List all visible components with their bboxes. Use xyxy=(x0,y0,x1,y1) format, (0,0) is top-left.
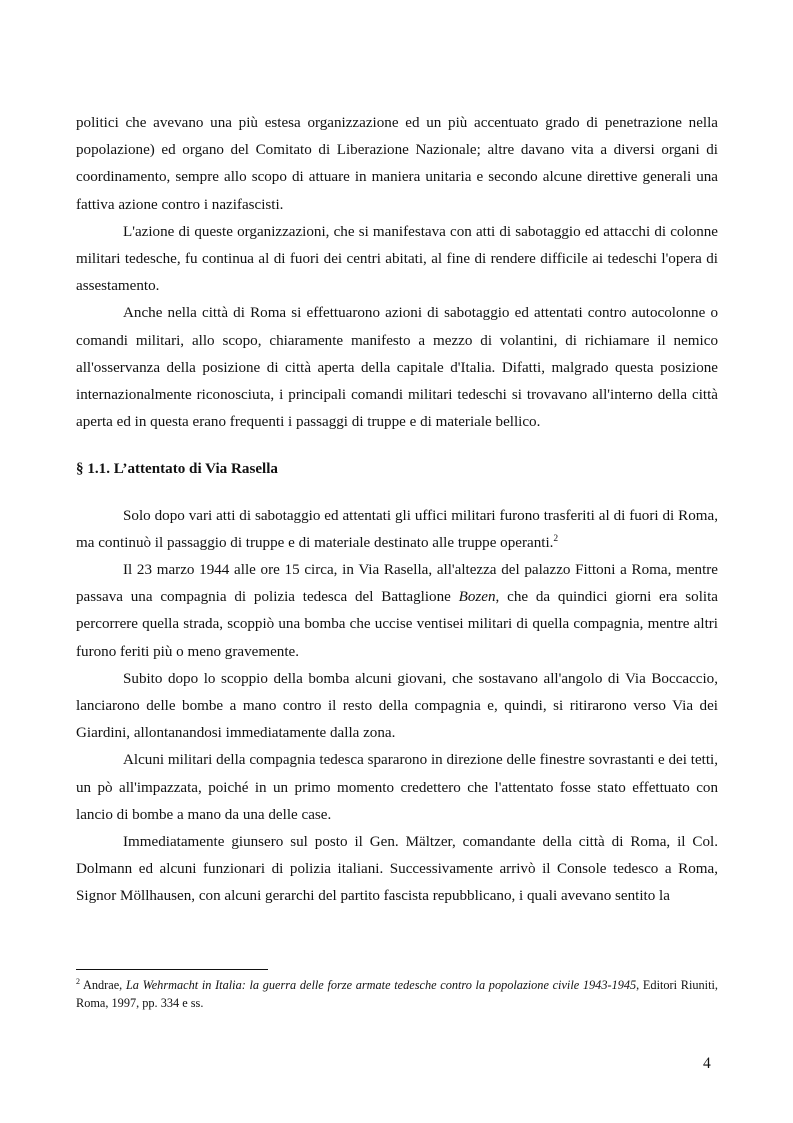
paragraph-5-text-a: Il 23 marzo 1944 alle ore 15 circa, in Via Rasella, all'altezza del palazzo Fittoni a Roma, mentre passava una compagnia di polizia tedesca del Battaglione xyxy=(76,562,718,606)
footnote-rest: , Editori Riuniti, Roma, 1997, pp. 334 e ss. xyxy=(76,978,718,1010)
footnote-divider xyxy=(76,969,268,970)
footnote xyxy=(76,976,718,1012)
footnote-title: La Wehrmacht in Italia: la guerra delle forze armate tedesche contro la popolazione civile 1943-1945 xyxy=(125,978,637,992)
footnote-ref: 2 xyxy=(553,533,559,544)
body-text xyxy=(76,110,718,911)
paragraph-8: Immediatamente giunsero sul posto il Gen. Mältzer, comandante della città di Roma, il Col. Dolmann ed alcuni funzionari di polizia italiani. Successivamente arrivò il Console tedesco a Roma, Signor Möllhausen, con alcuni gerarchi del partito fascista repubblicano, i quali avevano sentito la xyxy=(76,834,718,905)
paragraph-2: L'azione di queste organizzazioni, che si manifestava con atti di sabotaggio ed attacchi di colonne militari tedesche, fu continua al di fuori dei centri abitati, al fine di rendere difficile ai tedeschi l'opera di assestamento. xyxy=(76,223,718,295)
paragraph-6: Subito dopo lo scoppio della bomba alcuni giovani, che sostavano all'angolo di Via Boccaccio, lanciarono delle bombe a mano contro il resto della compagnia e, quindi, si ritirarono verso Via dei Giardini, allontanandosi immediatamente dalla zona. xyxy=(76,670,718,742)
page-number: 4 xyxy=(703,1055,711,1072)
paragraph-4-text: Solo dopo vari atti di sabotaggio ed attentati gli uffici militari furono trasferiti al di fuori di Roma, ma continuò il passaggio di truppe e di materiale destinato alle truppe operanti. xyxy=(76,507,718,551)
battalion-name: Bozen xyxy=(458,589,496,606)
paragraph-1: politici che avevano una più estesa organizzazione ed un più accentuato grado di penetrazione nella popolazione) ed organo del Comitato di Liberazione Nazionale; altre davano vita a diversi organi di coordinamento, sempre allo scopo di attuare in maniera unitaria e secondo alcune direttive generali una fattiva azione contro i nazifascisti. xyxy=(76,115,718,213)
paragraph-3: Anche nella città di Roma si effettuarono azioni di sabotaggio ed attentati contro autocolonne o comandi militari, allo scopo, chiaramente manifesto a mezzo di volantini, di richiamare il nemico all'osservanza della posizione di città aperta della capitale d'Italia. Difatti, malgrado questa posizione internazionalmente riconosciuta, i principali comandi militari tedeschi si trovavano all'interno della città aperta ed in questa erano frequenti i passaggi di truppe e di materiale bellico. xyxy=(76,305,718,431)
paragraph-4 xyxy=(76,503,718,557)
footnote-author: Andrae, xyxy=(80,978,126,992)
paragraph-5 xyxy=(76,557,718,666)
paragraph-7: Alcuni militari della compagnia tedesca spararono in direzione delle finestre sovrastanti e dei tetti, un pò all'impazzata, poiché in un primo momento credettero che l'attentato fosse stato effettuato con lancio di bombe a mano da una delle case. xyxy=(76,752,718,823)
paragraph-5-text-b: , che da quindici giorni era solita percorrere quella strada, scoppiò una bomba che uccise ventisei militari di quella compagnia, mentre altri furono feriti più o meno gravemente. xyxy=(76,589,718,660)
footnote-number: 2 xyxy=(76,977,80,986)
section-heading: § 1.1. L’attentato di Via Rasella xyxy=(76,461,278,478)
